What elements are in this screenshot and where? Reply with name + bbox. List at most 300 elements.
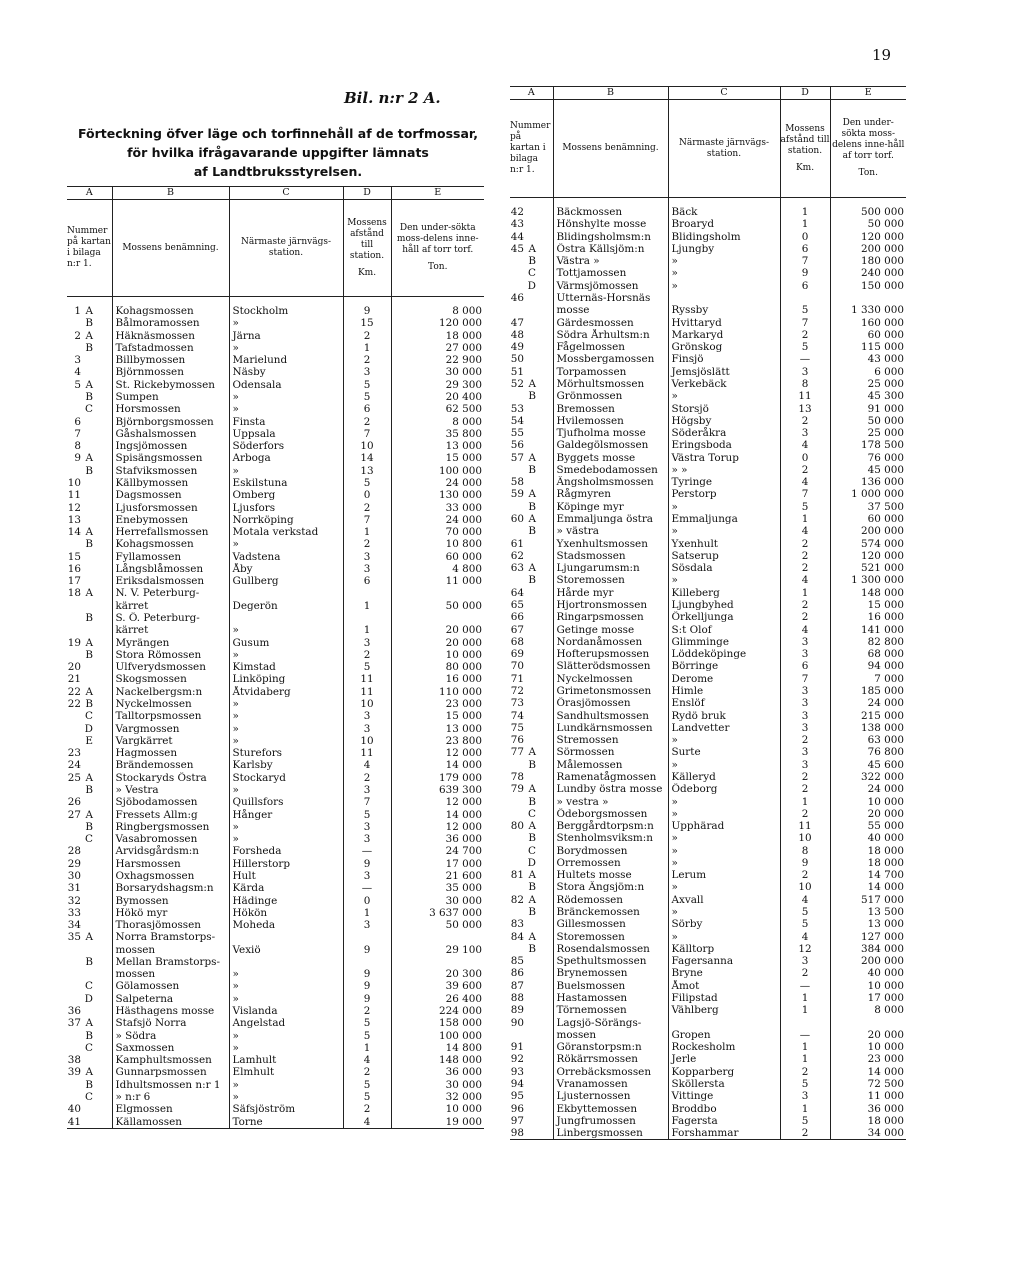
peat-content-value: 50 000 xyxy=(445,919,482,932)
map-number-cell xyxy=(510,918,553,930)
bog-name: Lundkärnsmossen xyxy=(553,722,668,734)
distance-value: 2 xyxy=(780,783,830,795)
bog-name: Grönmossen xyxy=(553,390,668,402)
col-letter-b: B xyxy=(553,87,668,100)
station-name: » xyxy=(668,390,780,402)
map-number-cell xyxy=(67,968,112,980)
station-name: Vislanda xyxy=(229,1005,343,1017)
map-sub-letter: B xyxy=(85,1029,93,1042)
distance-value: 0 xyxy=(343,895,391,907)
map-number-cell xyxy=(510,611,553,623)
map-sub-letter: B xyxy=(85,820,93,833)
distance-value: 4 xyxy=(780,931,830,943)
bog-name: Hagmossen xyxy=(112,747,229,759)
table-row xyxy=(67,895,484,907)
peat-content-value: 110 000 xyxy=(439,685,482,698)
map-number-cell xyxy=(67,1042,112,1054)
table-row xyxy=(67,502,484,514)
map-number-cell xyxy=(67,551,112,563)
bog-name: Eriksdalsmossen xyxy=(112,575,229,587)
map-number-cell xyxy=(67,1079,112,1091)
map-number-cell xyxy=(510,992,553,1004)
table-row xyxy=(510,488,906,500)
peat-content-value: 14 000 xyxy=(445,808,482,821)
table-row xyxy=(67,845,484,857)
bog-name: Talltorpsmossen xyxy=(112,710,229,722)
table-row xyxy=(67,317,484,329)
distance-value: 2 xyxy=(780,329,830,341)
station-name: Marielund xyxy=(229,354,343,366)
right-bog-table xyxy=(510,86,906,1140)
page-number: 19 xyxy=(872,46,892,64)
bog-name: Myrängen xyxy=(112,637,229,649)
table-row xyxy=(510,587,906,599)
peat-content-value: 240 000 xyxy=(861,267,904,280)
map-number-cell xyxy=(510,796,553,808)
station-name: » xyxy=(668,832,780,844)
map-number-cell xyxy=(67,452,112,464)
map-number: 51 xyxy=(510,365,524,378)
peat-content-value: 18 000 xyxy=(445,329,482,342)
station-name: Omberg xyxy=(229,489,343,501)
map-number: 57 xyxy=(510,451,524,464)
peat-content-value: 29 100 xyxy=(445,943,482,956)
station-name: » xyxy=(229,735,343,747)
heading-line-1: Förteckning öfver läge och torfinnehåll af de torfmossar, xyxy=(78,126,478,141)
table-row xyxy=(67,759,484,771)
peat-content-value xyxy=(391,612,484,624)
peat-content-value: 34 000 xyxy=(830,1127,906,1140)
table-row xyxy=(510,341,906,353)
distance-value: 1 xyxy=(780,587,830,599)
peat-content-value: 8 000 xyxy=(874,1004,904,1017)
distance-value: 3 xyxy=(343,710,391,722)
distance-value: 7 xyxy=(343,796,391,808)
station-name: » xyxy=(229,723,343,735)
map-number-cell xyxy=(510,353,553,365)
bog-name: Gillesmossen xyxy=(553,918,668,930)
content-unit: Ton. xyxy=(428,262,448,272)
table-row xyxy=(67,710,484,722)
station-name: Rydö bruk xyxy=(668,710,780,722)
map-number: 45 xyxy=(510,242,524,255)
station-name: Bryne xyxy=(668,967,780,979)
table-row xyxy=(67,944,484,956)
distance-value xyxy=(343,956,391,968)
map-number-cell xyxy=(510,1115,553,1127)
distance-value: 2 xyxy=(780,869,830,881)
map-number-cell xyxy=(510,1103,553,1115)
table-row xyxy=(67,735,484,747)
map-number-cell xyxy=(67,845,112,857)
bog-name: Slätterödsmossen xyxy=(553,660,668,672)
map-sub-letter: C xyxy=(85,1091,93,1103)
map-number: 20 xyxy=(67,661,81,674)
distance-value: 2 xyxy=(343,502,391,514)
distance-value xyxy=(343,612,391,624)
distance-value: 3 xyxy=(343,637,391,649)
map-number-cell xyxy=(510,1041,553,1053)
table-row xyxy=(67,379,484,391)
map-number: 36 xyxy=(67,1005,81,1018)
table-row xyxy=(67,809,484,821)
distance-value: 5 xyxy=(780,1078,830,1090)
bog-name: Hastamossen xyxy=(553,992,668,1004)
distance-value: 3 xyxy=(780,648,830,660)
map-number: 60 xyxy=(510,513,524,526)
station-name: Broddbo xyxy=(668,1103,780,1115)
table-row xyxy=(510,206,906,218)
peat-content-value: 18 000 xyxy=(867,856,904,869)
bog-name: Storemossen xyxy=(553,574,668,586)
bog-name: Stenholmsviksm:n xyxy=(553,832,668,844)
station-name: Åmot xyxy=(668,980,780,992)
table-row xyxy=(510,550,906,562)
distance-value: 2 xyxy=(343,330,391,342)
bog-name: Bremossen xyxy=(553,403,668,415)
map-number-cell xyxy=(67,980,112,992)
distance-value xyxy=(780,1017,830,1029)
map-number-cell xyxy=(510,673,553,685)
map-number: 72 xyxy=(510,684,524,697)
distance-value: 3 xyxy=(343,821,391,833)
peat-content-value: 136 000 xyxy=(861,476,904,489)
station-name: Gusum xyxy=(229,637,343,649)
map-sub-letter: A xyxy=(85,305,93,317)
station-name: » xyxy=(229,403,343,415)
bog-name: Långsblåmossen xyxy=(112,563,229,575)
distance-value: 2 xyxy=(343,1103,391,1115)
map-number-cell xyxy=(67,956,112,968)
station-name: » xyxy=(229,1091,343,1103)
distance-value: 1 xyxy=(780,513,830,525)
map-sub-letter: B xyxy=(85,612,93,625)
bog-name: Rosendalsmossen xyxy=(553,943,668,955)
table-row xyxy=(67,968,484,980)
map-number-cell xyxy=(510,280,553,292)
bog-name: Östra Källsjöm:n xyxy=(553,243,668,255)
peat-content-value: 63 000 xyxy=(867,734,904,747)
table-row xyxy=(67,440,484,452)
col-letter-b: B xyxy=(112,187,229,200)
bog-name: Nordanåmossen xyxy=(553,636,668,648)
distance-value: 10 xyxy=(343,735,391,747)
peat-content-value: 14 000 xyxy=(867,1065,904,1078)
station-name: Torne xyxy=(229,1116,343,1129)
col-letter-d: D xyxy=(343,187,391,200)
map-sub-letter: B xyxy=(85,698,93,710)
peat-content-value: 76 000 xyxy=(867,451,904,464)
bog-name: Häknäsmossen xyxy=(112,330,229,342)
map-number-cell xyxy=(67,416,112,428)
map-number: 97 xyxy=(510,1114,524,1127)
bog-name: Göranstorpsm:n xyxy=(553,1041,668,1053)
bog-name: » n:r 6 xyxy=(112,1091,229,1103)
peat-content-value: 23 000 xyxy=(867,1053,904,1066)
map-sub-letter: B xyxy=(528,574,536,587)
peat-content-value: 10 000 xyxy=(867,1041,904,1054)
station-name: Vexiö xyxy=(229,944,343,956)
distance-value: 2 xyxy=(780,415,830,427)
station-name: Degerön xyxy=(229,600,343,612)
map-number-cell xyxy=(510,525,553,537)
map-number: 40 xyxy=(67,1103,81,1116)
station-name: Filipstad xyxy=(668,992,780,1004)
map-number-cell xyxy=(67,686,112,698)
distance-value: 3 xyxy=(780,746,830,758)
peat-content-value: 33 000 xyxy=(445,501,482,514)
distance-value xyxy=(343,587,391,599)
peat-content-value xyxy=(830,292,906,304)
peat-content-value: 35 000 xyxy=(445,882,482,895)
peat-content-value: 24 000 xyxy=(445,513,482,526)
map-number: 66 xyxy=(510,611,524,624)
peat-content-value: 521 000 xyxy=(861,562,904,575)
content-unit: Ton. xyxy=(858,168,878,178)
peat-content-value: 30 000 xyxy=(445,1078,482,1091)
distance-value: 9 xyxy=(780,857,830,869)
peat-content-value: 20 400 xyxy=(445,390,482,403)
peat-content-value: 20 000 xyxy=(445,624,482,637)
peat-content-value: 19 000 xyxy=(391,1116,484,1129)
map-number-cell xyxy=(510,857,553,869)
distance-value: 11 xyxy=(780,390,830,402)
peat-content-value: 72 500 xyxy=(867,1077,904,1090)
map-number-cell xyxy=(67,637,112,649)
map-sub-letter: B xyxy=(528,758,536,771)
table-row xyxy=(67,1066,484,1078)
peat-content-value: 11 000 xyxy=(867,1090,904,1103)
station-name: Satserup xyxy=(668,550,780,562)
bog-name: Buelsmossen xyxy=(553,980,668,992)
map-number-cell xyxy=(510,427,553,439)
map-sub-letter: C xyxy=(85,403,93,416)
peat-content-value: 178 500 xyxy=(861,439,904,452)
peat-content-value: 127 000 xyxy=(861,930,904,943)
map-sub-letter: A xyxy=(85,808,93,821)
map-number: 26 xyxy=(67,796,81,809)
map-number-cell xyxy=(510,648,553,660)
bog-name: Gåshalsmossen xyxy=(112,428,229,440)
map-sub-letter: A xyxy=(85,931,93,944)
table-row xyxy=(510,538,906,550)
distance-value: 5 xyxy=(343,379,391,391)
station-name: Ljungby xyxy=(668,243,780,255)
map-sub-letter: B xyxy=(528,832,536,845)
station-name: Norrköping xyxy=(229,514,343,526)
table-row xyxy=(510,525,906,537)
distance-value: 9 xyxy=(343,305,391,317)
distance-value xyxy=(343,931,391,943)
station-name: » xyxy=(668,525,780,537)
table-row xyxy=(510,231,906,243)
map-sub-letter: B xyxy=(85,648,93,661)
table-row xyxy=(510,1115,906,1127)
peat-content-value: 25 000 xyxy=(867,377,904,390)
map-sub-letter: B xyxy=(85,1078,93,1091)
bog-name: Hönshylte mosse xyxy=(553,218,668,230)
station-name: » xyxy=(668,808,780,820)
peat-content-value: 82 800 xyxy=(867,635,904,648)
table-row xyxy=(510,1017,906,1029)
map-number: 87 xyxy=(510,979,524,992)
bog-name: Nyckelmossen xyxy=(112,698,229,710)
map-number: 13 xyxy=(67,513,81,526)
map-number-cell xyxy=(67,391,112,403)
table-row xyxy=(510,624,906,636)
col-head-number: Nummer på kartan i bilaga n:r 1. xyxy=(510,100,553,198)
table-row xyxy=(67,551,484,563)
table-row xyxy=(67,980,484,992)
bog-name: Tjufholma mosse xyxy=(553,427,668,439)
distance-value: 3 xyxy=(343,919,391,931)
distance-value: 7 xyxy=(780,488,830,500)
peat-content-value: 12 000 xyxy=(445,747,482,760)
station-name: » xyxy=(229,649,343,661)
peat-content-value: 322 000 xyxy=(861,770,904,783)
map-number-cell xyxy=(67,563,112,575)
distance-value: 2 xyxy=(343,354,391,366)
station-name: Högsby xyxy=(668,415,780,427)
distance-value: 4 xyxy=(780,439,830,451)
table-row xyxy=(67,428,484,440)
map-number: 70 xyxy=(510,660,524,673)
map-number: 88 xyxy=(510,992,524,1004)
station-name: Fagersanna xyxy=(668,955,780,967)
distance-value: 11 xyxy=(780,820,830,832)
map-number: 5 xyxy=(74,378,81,391)
bog-name: Kamphultsmossen xyxy=(112,1054,229,1066)
peat-content-value: 8 000 xyxy=(452,305,482,317)
bog-name: Sjöbodamossen xyxy=(112,796,229,808)
map-sub-letter: B xyxy=(85,783,93,796)
bog-name: Arvidsgårdsm:n xyxy=(112,845,229,857)
distance-value: 3 xyxy=(780,759,830,771)
map-number-cell xyxy=(67,428,112,440)
table-row xyxy=(67,661,484,673)
bog-name: Ljusternossen xyxy=(553,1090,668,1102)
map-sub-letter: C xyxy=(528,844,536,857)
peat-content-value: 100 000 xyxy=(439,464,482,477)
station-name: Elmhult xyxy=(229,1066,343,1078)
distance-value: — xyxy=(343,845,391,857)
map-number-cell xyxy=(67,710,112,722)
table-row xyxy=(510,452,906,464)
table-row xyxy=(510,267,906,279)
col-letter-a: A xyxy=(510,87,553,100)
map-number-cell xyxy=(510,218,553,230)
map-sub-letter: C xyxy=(528,267,536,280)
distance-value: 7 xyxy=(780,673,830,685)
map-number: 56 xyxy=(510,439,524,452)
distance-value: 3 xyxy=(780,722,830,734)
station-name: » xyxy=(668,574,780,586)
bog-name: Idhultsmossen n:r 1 xyxy=(112,1079,229,1091)
table-row xyxy=(67,489,484,501)
map-number-cell xyxy=(510,538,553,550)
map-number-cell xyxy=(67,1066,112,1078)
station-name: Eringsboda xyxy=(668,439,780,451)
col-head-station: Närmaste järnvägs-station. xyxy=(229,200,343,297)
bog-name: Tottjamossen xyxy=(553,267,668,279)
peat-content-value: 23 000 xyxy=(445,698,482,710)
distance-value: 1 xyxy=(343,624,391,636)
map-number-cell xyxy=(510,476,553,488)
distance-value: 1 xyxy=(343,526,391,538)
map-number-cell xyxy=(510,906,553,918)
distance-value: 1 xyxy=(780,1004,830,1016)
map-sub-letter: B xyxy=(85,464,93,477)
bog-name: Sörmossen xyxy=(553,746,668,758)
peat-content-value: 4 800 xyxy=(452,562,482,575)
peat-content-value: 24 000 xyxy=(867,697,904,710)
map-sub-letter: B xyxy=(528,463,536,476)
bog-name: Ljusforsmossen xyxy=(112,502,229,514)
distance-value: 1 xyxy=(780,218,830,230)
peat-content-value: 91 000 xyxy=(867,402,904,415)
station-name: » xyxy=(668,734,780,746)
map-sub-letter: A xyxy=(528,562,536,575)
distance-value: 9 xyxy=(780,267,830,279)
peat-content-value: 35 800 xyxy=(445,427,482,440)
map-sub-letter: A xyxy=(528,451,536,464)
distance-value: 0 xyxy=(780,231,830,243)
col-head-distance xyxy=(343,200,391,297)
map-number-cell xyxy=(67,833,112,845)
station-name: » xyxy=(668,931,780,943)
distance-value: 2 xyxy=(780,1066,830,1078)
peat-content-value: 36 000 xyxy=(445,1066,482,1079)
peat-content-value: 55 000 xyxy=(867,820,904,833)
table-row xyxy=(510,243,906,255)
map-number-cell xyxy=(510,304,553,316)
table-row xyxy=(67,993,484,1005)
bog-name: Byggets mosse xyxy=(553,452,668,464)
bog-name: Skogsmossen xyxy=(112,673,229,685)
table-row xyxy=(67,612,484,624)
map-number: 81 xyxy=(510,869,524,882)
peat-content-value: 29 300 xyxy=(445,378,482,391)
station-name: » xyxy=(229,698,343,710)
station-name: Hvittaryd xyxy=(668,317,780,329)
peat-content-value: 11 000 xyxy=(445,575,482,588)
map-number-cell xyxy=(67,1030,112,1042)
bog-name: Tafstadmossen xyxy=(112,342,229,354)
col-letter-c: C xyxy=(668,87,780,100)
map-number: 75 xyxy=(510,721,524,734)
distance-value: 8 xyxy=(780,845,830,857)
map-number: 76 xyxy=(510,734,524,747)
map-number: 4 xyxy=(74,366,81,379)
table-row xyxy=(67,305,484,317)
map-number-cell xyxy=(510,710,553,722)
map-number-cell xyxy=(67,673,112,685)
bog-name: » vestra » xyxy=(553,796,668,808)
station-name: Gropen xyxy=(668,1029,780,1041)
peat-content-value: 30 000 xyxy=(445,894,482,907)
table-row xyxy=(67,330,484,342)
map-sub-letter: B xyxy=(528,795,536,808)
map-number-cell xyxy=(67,1103,112,1115)
peat-content-value: 25 000 xyxy=(867,427,904,440)
distance-value: 8 xyxy=(780,378,830,390)
peat-content-value xyxy=(391,587,484,599)
col-head-content-label: Den under-sökta moss-delens inne-håll af torr torf. xyxy=(396,223,479,255)
map-number: 64 xyxy=(510,586,524,599)
table-row xyxy=(510,710,906,722)
station-name: » xyxy=(668,267,780,279)
table-row xyxy=(67,514,484,526)
